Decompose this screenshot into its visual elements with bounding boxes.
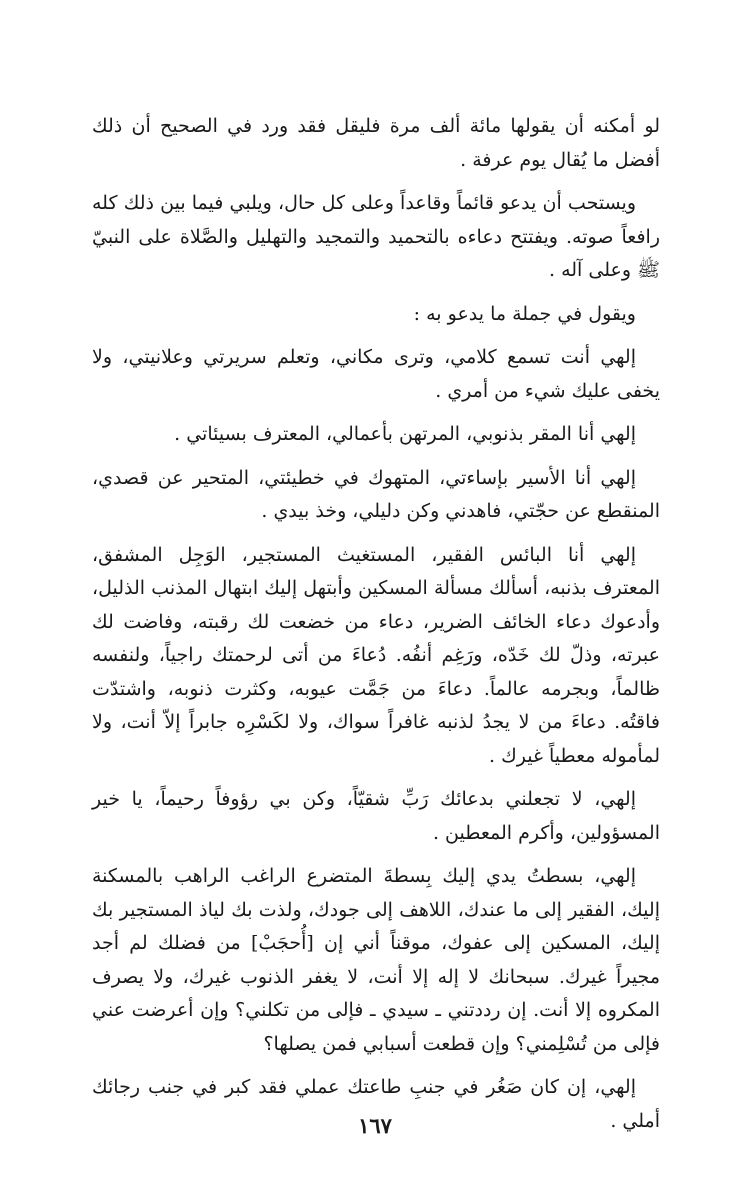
paragraph-intro: ويقول في جملة ما يدعو به : [413,302,636,325]
paragraph-prayer-3: إلهي أنا الأسير بإساءتي، المتهوك في خطيئتي، المتحير عن قصدي، المنقطع عن حجّتي، فاهدني وكن دليلي، وخذ بيدي . [92,466,660,522]
paragraph-prayer-1: إلهي أنت تسمع كلامي، وترى مكاني، وتعلم سريرتي وعلانيتي، ولا يخفى عليك شيء من أمري . [92,346,660,402]
paragraph-prayer-6: إلهي، بسطتُ يدي إليك بِسطةَ المتضرع الراغب الراهب بالمسكنة إليك، الفقير إلى ما عندك، اللاهف إلى جودك، ولذت بك لياذ المستجير بك إليك، المسكين إلى عفوك، موقناً أني إن [أُحجَبْ] من فضلك لم أجد مجيراً غيرك. سبحانك لا إله إلا أنت، لا يغفر الذنوب غيرك، ولا يصرف المكروه إلا أنت. إن رددتني ـ سيدي ـ فإلى من تكلني؟ وإن أعرضت عني فإلى من تُسْلِمني؟ وإن قطعت أسبابي فمن يصلها؟ [92,865,660,1055]
paragraph-supplication-manner: ويستحب أن يدعو قائماً وقاعداً وعلى كل حال، ويلبي فيما بين ذلك كله رافعاً صوته. ويفتتح دعاءه بالتحميد والتمجيد والتهليل والصَّلاة على النبيّ ﷺ وعلى آله . [92,192,660,281]
paragraph-continuation: لو أمكنه أن يقولها مائة ألف مرة فليقل فقد ورد في الصحيح أن ذلك أفضل ما يُقال يوم عرفة . [92,115,660,171]
paragraph-prayer-4: إلهي أنا البائس الفقير، المستغيث المستجير، الوَجِل المشفق، المعترف بذنبه، أسألك مسألة المسكين وأبتهل إليك ابتهال المذنب الذليل، وأدعوك دعاء الخائف الضرير، دعاء من خضعت لك رقبته، وفاضت لك عبرته، وذلّ لك خَدّه، ورَغِم أنفُه. دُعاءَ من أتى لرحمتك راجياً، ولنفسه ظالماً، وبجرمه عالماً. دعاءَ من جَمَّت عيوبه، وكثرت ذنوبه، واشتدّت فاقتُه. دعاءَ من لا يجدُ لذنبه غافراً سواك، ولا لكَسْرِه جابراً إلاّ أنت، ولا لمأموله معطياً غيرك . [92,543,660,767]
page-body [92,110,660,1138]
page-number: ١٦٧ [358,1113,392,1138]
paragraph-prayer-2: إلهي أنا المقر بذنوبي، المرتهن بأعمالي، المعترف بسيئاتي . [174,423,636,445]
paragraph-prayer-5: إلهي، لا تجعلني بدعائك رَبِّ شقيّاً، وكن بي رؤوفاً رحيماً، يا خير المسؤولين، وأكرم المعطين . [92,788,660,844]
paragraph-prayer-7: إلهي، إن كان صَغُر في جنبِ طاعتك عملي فقد كبر في جنب رجائك أملي . [92,1076,660,1132]
